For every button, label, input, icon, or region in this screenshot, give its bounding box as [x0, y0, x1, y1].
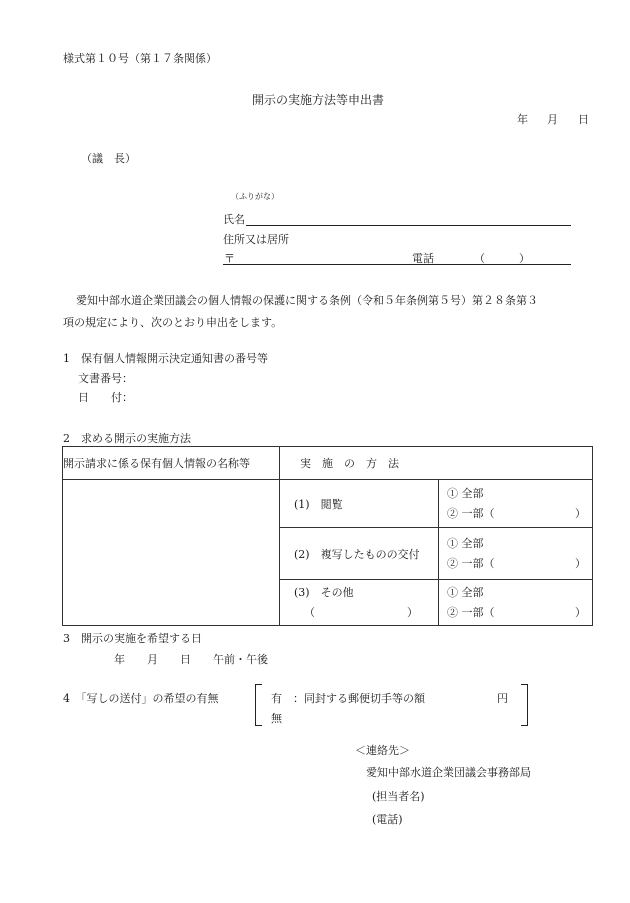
form-number: 様式第１０号（第１７条関係） [63, 52, 217, 65]
yen-unit: 円 [497, 692, 508, 705]
furigana-label: （ふりがな） [231, 192, 279, 201]
method-other-options[interactable] [439, 580, 593, 626]
address-phone-field[interactable] [223, 264, 571, 265]
method-other[interactable] [280, 580, 439, 626]
method-other-detail[interactable] [294, 603, 438, 623]
contact-phone: (電話) [372, 813, 403, 826]
postal-mark: 〒 [224, 252, 235, 265]
option-part-close: ） [575, 605, 586, 619]
option-all[interactable]: ① 全部 [447, 486, 484, 500]
phone-paren-close: ） [519, 252, 530, 265]
option-part[interactable] [447, 554, 592, 574]
contact-label: ＜連絡先＞ [355, 744, 410, 757]
option-part-label: ② 一部（ [447, 506, 495, 520]
date-year: 年 [517, 113, 528, 126]
option-no[interactable]: 無 [271, 712, 282, 725]
option-part-close: ） [575, 506, 586, 520]
col-header-method: 実 施 の 方 法 [280, 447, 593, 480]
disclosure-method-table [62, 446, 593, 626]
option-part-label: ② 一部（ [447, 605, 495, 619]
document-title: 開示の実施方法等申出書 [252, 93, 385, 107]
option-all[interactable]: ① 全部 [447, 536, 484, 550]
method-other-label: (3) その他 [294, 585, 354, 599]
addressee: （議 長） [81, 152, 136, 165]
body-line-2: 項の規定により、次のとおり申出をします。 [63, 316, 283, 329]
section4-heading: 4 「写しの送付」の希望の有無 [63, 692, 219, 705]
desired-date-line[interactable]: 年 月 日 午前・午後 [114, 653, 268, 666]
paren-open: （ [304, 605, 315, 619]
method-copy-delivery: (2) 複写したものの交付 [280, 528, 439, 580]
phone-label: 電話 [412, 252, 434, 265]
section1-heading: 1 保有個人情報開示決定通知書の番号等 [63, 352, 268, 365]
paren-close: ） [407, 605, 418, 619]
name-field[interactable] [246, 225, 571, 226]
date-field-label: 日 付： [78, 391, 133, 404]
date-day: 日 [578, 113, 589, 126]
method-copy-options[interactable] [439, 528, 593, 580]
bracket-left [255, 684, 262, 726]
bracket-right [521, 684, 528, 726]
doc-number-label: 文書番号： [78, 372, 133, 385]
section3-heading: 3 開示の実施を希望する日 [63, 632, 202, 645]
name-label: 氏名 [223, 213, 245, 226]
col-header-info-name: 開示請求に係る保有個人情報の名称等 [63, 447, 280, 480]
info-name-cell[interactable] [63, 480, 280, 626]
option-all[interactable]: ① 全部 [447, 585, 484, 599]
date-month: 月 [547, 113, 558, 126]
option-part-label: ② 一部（ [447, 556, 495, 570]
method-view-options[interactable] [439, 480, 593, 528]
contact-office: 愛知中部水道企業団議会事務部局 [366, 766, 531, 779]
option-yes[interactable]: 有 ：同封する郵便切手等の額 [271, 692, 425, 705]
body-line-1: 愛知中部水道企業団議会の個人情報の保護に関する条例（令和５年条例第５号）第２８条第３ [76, 294, 538, 307]
address-label: 住所又は居所 [223, 233, 289, 246]
phone-paren-open: （ [474, 252, 485, 265]
option-part-close: ） [575, 556, 586, 570]
contact-person: (担当者名) [372, 790, 425, 803]
section2-heading: 2 求める開示の実施方法 [63, 432, 191, 445]
option-part[interactable] [447, 504, 592, 524]
method-view: (1) 閲覧 [280, 480, 439, 528]
option-part[interactable] [447, 603, 592, 623]
